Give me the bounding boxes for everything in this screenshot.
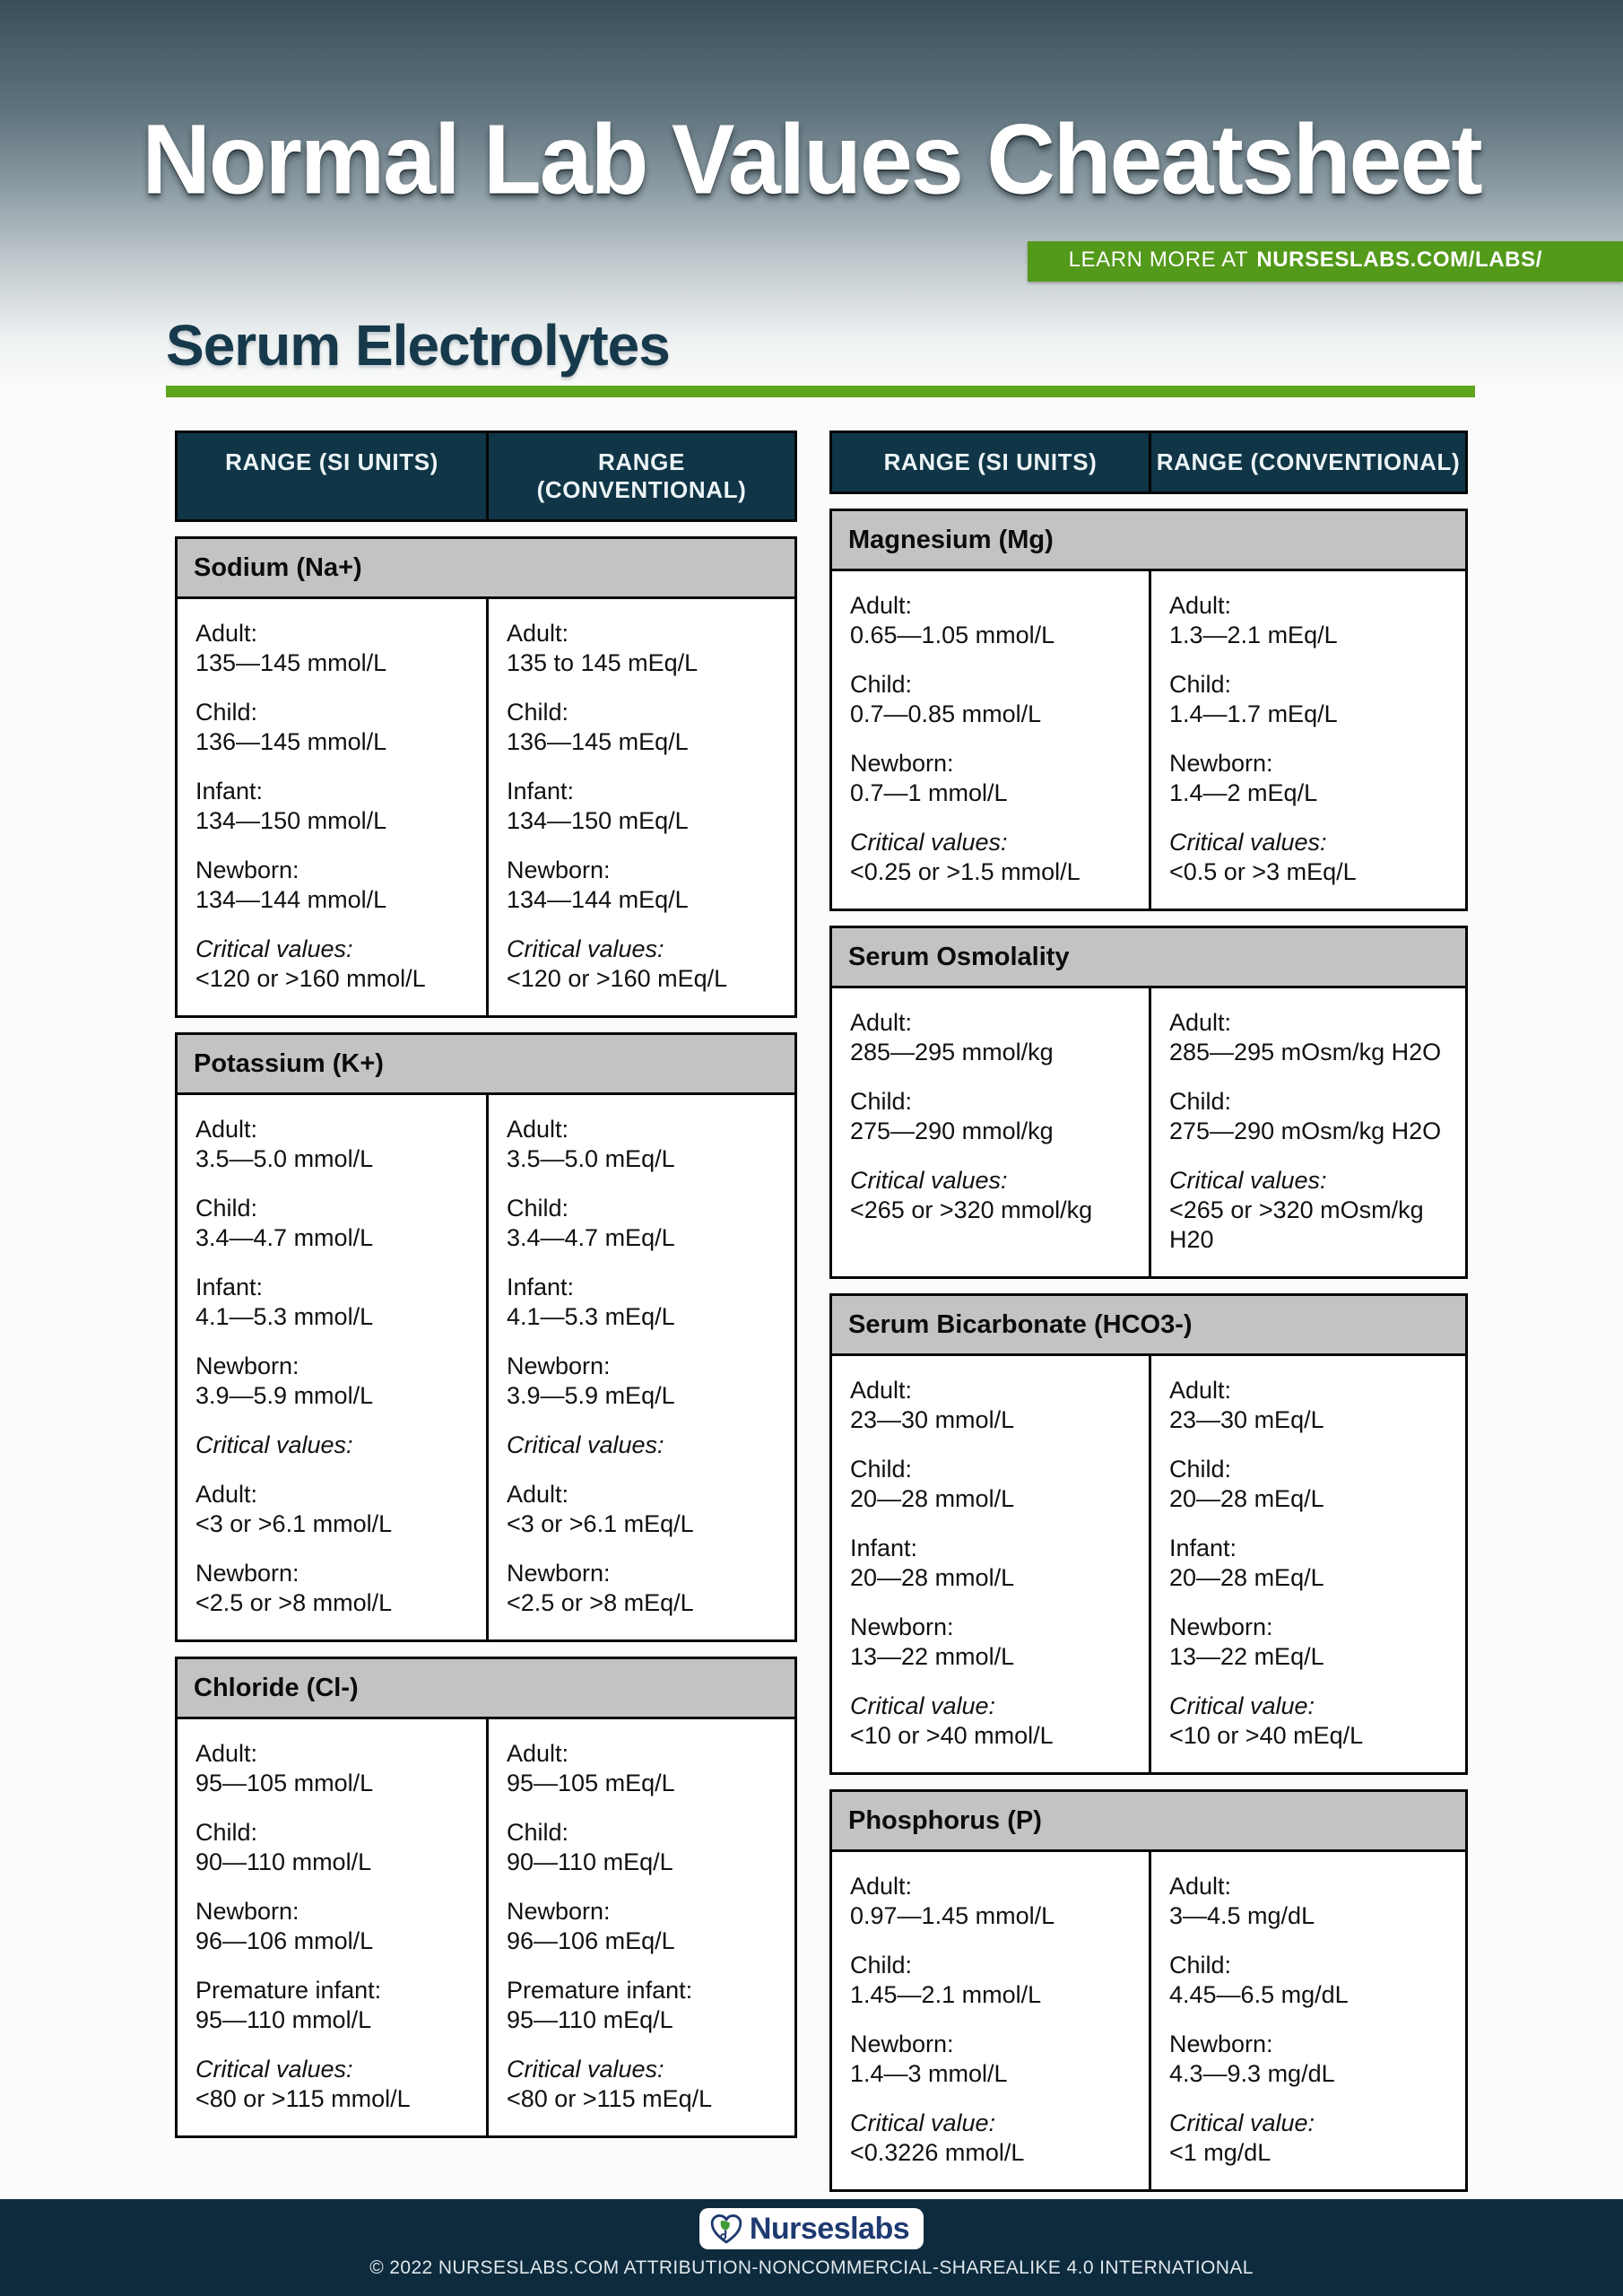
entry-label: Adult:	[1169, 1377, 1232, 1404]
entry-label: Infant:	[507, 1274, 575, 1300]
range-entry	[507, 1739, 777, 1798]
range-entry	[507, 1976, 777, 2035]
entry-label: Critical value:	[850, 2109, 996, 2136]
entry-label: Critical values:	[195, 935, 353, 962]
nurseslabs-logo	[699, 2208, 924, 2249]
tables-column-left	[175, 430, 797, 2138]
si-range-cell	[178, 1719, 486, 2135]
range-entry	[507, 1352, 777, 1411]
entry-value: 134—144 mEq/L	[507, 886, 689, 913]
range-entry	[507, 1897, 777, 1956]
si-range-cell	[178, 599, 486, 1015]
entry-label: Adult:	[850, 592, 913, 619]
entry-value: 95—105 mEq/L	[507, 1770, 675, 1796]
entry-value: 136—145 mmol/L	[195, 728, 387, 755]
entry-value: 96—106 mEq/L	[507, 1927, 675, 1954]
entry-label: Critical values:	[1169, 829, 1327, 856]
table-body-row	[178, 1719, 794, 2135]
range-entry	[850, 1008, 1131, 1067]
entry-value: 13—22 mEq/L	[1169, 1643, 1324, 1670]
range-entry	[1169, 670, 1447, 729]
entry-label: Critical values:	[195, 2056, 353, 2083]
conventional-range-cell	[486, 1719, 794, 2135]
entry-value: <0.5 or >3 mEq/L	[1169, 858, 1357, 885]
range-entry	[507, 856, 777, 915]
table-body-row	[178, 1095, 794, 1639]
entry-value: <0.3226 mmol/L	[850, 2139, 1025, 2166]
range-entry	[195, 1115, 468, 1174]
entry-value: 1.3—2.1 mEq/L	[1169, 622, 1338, 648]
range-entry	[507, 698, 777, 757]
range-entry	[195, 1352, 468, 1411]
range-entry	[1169, 2109, 1447, 2168]
range-entry	[850, 591, 1131, 650]
entry-value: 1.45—2.1 mmol/L	[850, 1981, 1042, 2008]
entry-label: Newborn:	[195, 1898, 299, 1925]
entry-value: 4.1—5.3 mmol/L	[195, 1303, 374, 1330]
range-entry	[1169, 1087, 1447, 1146]
entry-value: 95—110 mmol/L	[195, 2006, 372, 2033]
range-entry	[1169, 1872, 1447, 1931]
entry-label: Adult:	[1169, 1009, 1232, 1036]
range-entry	[850, 1166, 1131, 1225]
range-entry	[195, 1897, 468, 1956]
entry-label: Critical values:	[850, 1167, 1008, 1194]
range-entry	[850, 1951, 1131, 2010]
conventional-range-cell	[1149, 988, 1465, 1276]
entry-value: 135—145 mmol/L	[195, 649, 387, 676]
lab-table	[175, 1032, 797, 1642]
lab-table	[175, 1657, 797, 2138]
entry-value: <3 or >6.1 mmol/L	[195, 1510, 393, 1537]
entry-value: 20—28 mmol/L	[850, 1485, 1015, 1512]
lab-table	[829, 1789, 1468, 2192]
entry-label: Adult:	[850, 1009, 913, 1036]
range-entry	[1169, 1455, 1447, 1514]
range-entry	[195, 1194, 468, 1253]
entry-label: Infant:	[507, 778, 575, 804]
range-entry	[507, 1480, 777, 1539]
table-body-row	[832, 571, 1465, 909]
range-entry	[195, 1431, 468, 1460]
entry-label: Child:	[195, 1195, 258, 1222]
entry-label: Critical value:	[1169, 1692, 1315, 1719]
entry-label: Child:	[195, 699, 258, 726]
entry-label: Critical values:	[507, 1431, 664, 1458]
entry-label: Child:	[507, 699, 569, 726]
entry-label: Critical value:	[1169, 2109, 1315, 2136]
entry-label: Newborn:	[195, 857, 299, 883]
entry-value: <3 or >6.1 mEq/L	[507, 1510, 694, 1537]
range-entry	[507, 1115, 777, 1174]
entry-value: 0.7—1 mmol/L	[850, 779, 1008, 806]
entry-value: <1 mg/dL	[1169, 2139, 1271, 2166]
column-header-conventional: RANGE (CONVENTIONAL)	[1149, 433, 1465, 491]
entry-label: Child:	[507, 1819, 569, 1846]
entry-label: Newborn:	[507, 1898, 611, 1925]
entry-label: Adult:	[1169, 1873, 1232, 1900]
entry-label: Child:	[850, 671, 913, 698]
entry-value: 95—110 mEq/L	[507, 2006, 673, 2033]
entry-label: Adult:	[507, 1481, 569, 1508]
table-title-band: Serum Osmolality	[832, 928, 1465, 988]
entry-label: Adult:	[195, 1116, 258, 1143]
si-range-cell	[832, 988, 1149, 1276]
entry-value: 3.5—5.0 mmol/L	[195, 1145, 374, 1172]
entry-label: Adult:	[507, 1116, 569, 1143]
entry-value: 90—110 mEq/L	[507, 1848, 673, 1875]
range-entry	[1169, 591, 1447, 650]
entry-value: <265 or >320 mmol/kg	[850, 1196, 1093, 1223]
entry-value: 275—290 mOsm/kg H2O	[1169, 1118, 1442, 1144]
entry-label: Newborn:	[507, 1560, 611, 1587]
range-entry	[195, 619, 468, 678]
column-header-conventional: RANGE (CONVENTIONAL)	[486, 433, 794, 519]
entry-value: 285—295 mOsm/kg H2O	[1169, 1039, 1442, 1065]
range-entry	[850, 1613, 1131, 1672]
entry-label: Newborn:	[1169, 750, 1273, 777]
range-entry	[195, 1818, 468, 1877]
entry-value: 3—4.5 mg/dL	[1169, 1902, 1315, 1929]
entry-value: 95—105 mmol/L	[195, 1770, 374, 1796]
conventional-range-cell	[1149, 571, 1465, 909]
conventional-range-cell	[486, 599, 794, 1015]
entry-label: Child:	[1169, 1952, 1232, 1979]
column-header-row	[175, 430, 797, 522]
entry-label: Infant:	[1169, 1535, 1237, 1561]
range-entry	[195, 1739, 468, 1798]
range-entry	[507, 619, 777, 678]
entry-value: 0.97—1.45 mmol/L	[850, 1902, 1055, 1929]
entry-value: 1.4—1.7 mEq/L	[1169, 700, 1338, 727]
entry-value: 3.9—5.9 mEq/L	[507, 1382, 675, 1409]
range-entry	[1169, 1166, 1447, 1255]
entry-value: <0.25 or >1.5 mmol/L	[850, 858, 1081, 885]
entry-value: <80 or >115 mmol/L	[195, 2085, 411, 2112]
si-range-cell	[178, 1095, 486, 1639]
entry-label: Adult:	[195, 1740, 258, 1767]
range-entry	[507, 1818, 777, 1877]
entry-label: Critical values:	[507, 2056, 664, 2083]
entry-label: Child:	[1169, 1088, 1232, 1115]
conventional-range-cell	[486, 1095, 794, 1639]
entry-value: 20—28 mEq/L	[1169, 1564, 1324, 1591]
entry-value: 1.4—2 mEq/L	[1169, 779, 1318, 806]
entry-label: Adult:	[507, 1740, 569, 1767]
learn-more-prefix: LEARN MORE AT	[1068, 248, 1249, 272]
entry-label: Premature infant:	[507, 1977, 693, 2004]
entry-value: 4.1—5.3 mEq/L	[507, 1303, 675, 1330]
range-entry	[1169, 1692, 1447, 1751]
entry-value: 3.4—4.7 mmol/L	[195, 1224, 374, 1251]
range-entry	[195, 1273, 468, 1332]
range-entry	[195, 935, 468, 994]
range-entry	[195, 698, 468, 757]
entry-value: 3.4—4.7 mEq/L	[507, 1224, 675, 1251]
entry-value: 23—30 mEq/L	[1169, 1406, 1324, 1433]
entry-value: <120 or >160 mmol/L	[195, 965, 426, 992]
range-entry	[1169, 1008, 1447, 1067]
entry-label: Critical value:	[850, 1692, 996, 1719]
entry-label: Adult:	[195, 620, 258, 647]
entry-value: 1.4—3 mmol/L	[850, 2060, 1008, 2087]
heart-stethoscope-icon	[708, 2211, 744, 2247]
entry-label: Newborn:	[195, 1560, 299, 1587]
entry-label: Critical values:	[850, 829, 1008, 856]
table-title-band: Serum Bicarbonate (HCO3-)	[832, 1296, 1465, 1356]
range-entry	[195, 777, 468, 836]
entry-label: Child:	[850, 1456, 913, 1483]
learn-more-banner	[1028, 241, 1623, 282]
si-range-cell	[832, 1356, 1149, 1772]
table-title-band: Sodium (Na+)	[178, 539, 794, 599]
table-title-band: Magnesium (Mg)	[832, 511, 1465, 571]
entry-label: Adult:	[850, 1377, 913, 1404]
entry-label: Newborn:	[1169, 2031, 1273, 2057]
range-entry	[507, 1559, 777, 1618]
range-entry	[1169, 1951, 1447, 2010]
range-entry	[1169, 1613, 1447, 1672]
range-entry	[850, 1534, 1131, 1593]
section-title: Serum Electrolytes	[166, 313, 670, 378]
range-entry	[507, 777, 777, 836]
section-underline	[166, 386, 1475, 397]
entry-value: 134—150 mmol/L	[195, 807, 387, 834]
range-entry	[507, 1273, 777, 1332]
range-entry	[850, 670, 1131, 729]
table-body-row	[832, 988, 1465, 1276]
entry-value: <120 or >160 mEq/L	[507, 965, 728, 992]
range-entry	[195, 856, 468, 915]
entry-label: Critical values:	[195, 1431, 353, 1458]
table-title-band: Chloride (Cl-)	[178, 1659, 794, 1719]
range-entry	[850, 1376, 1131, 1435]
entry-label: Newborn:	[850, 1613, 954, 1640]
column-header-si: RANGE (SI UNITS)	[225, 448, 438, 475]
conventional-range-cell	[1149, 1852, 1465, 2189]
entry-label: Infant:	[850, 1535, 918, 1561]
range-entry	[850, 749, 1131, 808]
copyright-line: © 2022 NURSESLABS.COM ATTRIBUTION-NONCOMMERCIAL-SHAREALIKE 4.0 INTERNATIONAL	[369, 2257, 1254, 2278]
entry-label: Infant:	[195, 778, 264, 804]
entry-label: Child:	[195, 1819, 258, 1846]
entry-label: Premature infant:	[195, 1977, 382, 2004]
range-entry	[195, 1559, 468, 1618]
entry-value: 0.7—0.85 mmol/L	[850, 700, 1042, 727]
entry-value: 134—150 mEq/L	[507, 807, 689, 834]
entry-value: 136—145 mEq/L	[507, 728, 689, 755]
range-entry	[507, 2055, 777, 2114]
range-entry	[195, 2055, 468, 2114]
entry-value: <265 or >320 mOsm/kg H20	[1169, 1196, 1424, 1253]
range-entry	[850, 2030, 1131, 2089]
entry-label: Newborn:	[195, 1352, 299, 1379]
entry-value: 3.5—5.0 mEq/L	[507, 1145, 675, 1172]
logo-text: Nurseslabs	[749, 2211, 910, 2246]
range-entry	[507, 1194, 777, 1253]
entry-label: Newborn:	[507, 1352, 611, 1379]
range-entry	[1169, 2030, 1447, 2089]
column-header-si: RANGE (SI UNITS)	[883, 448, 1098, 475]
entry-value: 13—22 mmol/L	[850, 1643, 1015, 1670]
entry-value: 3.9—5.9 mmol/L	[195, 1382, 374, 1409]
entry-label: Newborn:	[850, 750, 954, 777]
entry-label: Newborn:	[850, 2031, 954, 2057]
entry-label: Critical values:	[507, 935, 664, 962]
entry-label: Child:	[1169, 671, 1232, 698]
range-entry	[850, 1087, 1131, 1146]
entry-value: 20—28 mmol/L	[850, 1564, 1015, 1591]
range-entry	[850, 2109, 1131, 2168]
entry-value: <10 or >40 mEq/L	[1169, 1722, 1364, 1749]
range-entry	[850, 828, 1131, 887]
entry-label: Child:	[850, 1952, 913, 1979]
tables-column-right	[829, 430, 1468, 2192]
entry-label: Adult:	[195, 1481, 258, 1508]
lab-table	[829, 1293, 1468, 1775]
entry-value: <2.5 or >8 mEq/L	[507, 1589, 694, 1616]
entry-label: Adult:	[850, 1873, 913, 1900]
lab-table	[175, 536, 797, 1018]
entry-value: 4.3—9.3 mg/dL	[1169, 2060, 1335, 2087]
footer	[0, 2199, 1623, 2296]
entry-value: 20—28 mEq/L	[1169, 1485, 1324, 1512]
table-body-row	[832, 1852, 1465, 2189]
range-entry	[850, 1692, 1131, 1751]
page-title: Normal Lab Values Cheatsheet	[142, 104, 1481, 215]
entry-value: 285—295 mmol/kg	[850, 1039, 1054, 1065]
entry-value: <80 or >115 mEq/L	[507, 2085, 713, 2112]
table-body-row	[178, 599, 794, 1015]
entry-label: Critical values:	[1169, 1167, 1327, 1194]
column-header-row	[829, 430, 1468, 494]
entry-label: Infant:	[195, 1274, 264, 1300]
entry-label: Newborn:	[507, 857, 611, 883]
range-entry	[507, 935, 777, 994]
entry-label: Child:	[1169, 1456, 1232, 1483]
entry-value: 4.45—6.5 mg/dL	[1169, 1981, 1349, 2008]
entry-value: 0.65—1.05 mmol/L	[850, 622, 1055, 648]
entry-value: 135 to 145 mEq/L	[507, 649, 699, 676]
range-entry	[195, 1976, 468, 2035]
range-entry	[195, 1480, 468, 1539]
conventional-range-cell	[1149, 1356, 1465, 1772]
entry-label: Newborn:	[1169, 1613, 1273, 1640]
learn-more-url: NURSESLABS.COM/LABS/	[1256, 248, 1542, 272]
range-entry	[1169, 1376, 1447, 1435]
entry-value: 23—30 mmol/L	[850, 1406, 1015, 1433]
table-body-row	[832, 1356, 1465, 1772]
table-title-band: Phosphorus (P)	[832, 1792, 1465, 1852]
entry-value: <10 or >40 mmol/L	[850, 1722, 1054, 1749]
entry-value: 90—110 mmol/L	[195, 1848, 372, 1875]
table-title-band: Potassium (K+)	[178, 1035, 794, 1095]
entry-label: Child:	[507, 1195, 569, 1222]
lab-table	[829, 926, 1468, 1279]
range-entry	[1169, 749, 1447, 808]
range-entry	[850, 1872, 1131, 1931]
lab-table	[829, 509, 1468, 911]
entry-label: Adult:	[507, 620, 569, 647]
si-range-cell	[832, 571, 1149, 909]
si-range-cell	[832, 1852, 1149, 2189]
entry-value: 134—144 mmol/L	[195, 886, 387, 913]
entry-label: Child:	[850, 1088, 913, 1115]
entry-value: 96—106 mmol/L	[195, 1927, 374, 1954]
range-entry	[850, 1455, 1131, 1514]
range-entry	[1169, 1534, 1447, 1593]
entry-value: 275—290 mmol/kg	[850, 1118, 1054, 1144]
range-entry	[1169, 828, 1447, 887]
range-entry	[507, 1431, 777, 1460]
entry-label: Adult:	[1169, 592, 1232, 619]
entry-value: <2.5 or >8 mmol/L	[195, 1589, 393, 1616]
